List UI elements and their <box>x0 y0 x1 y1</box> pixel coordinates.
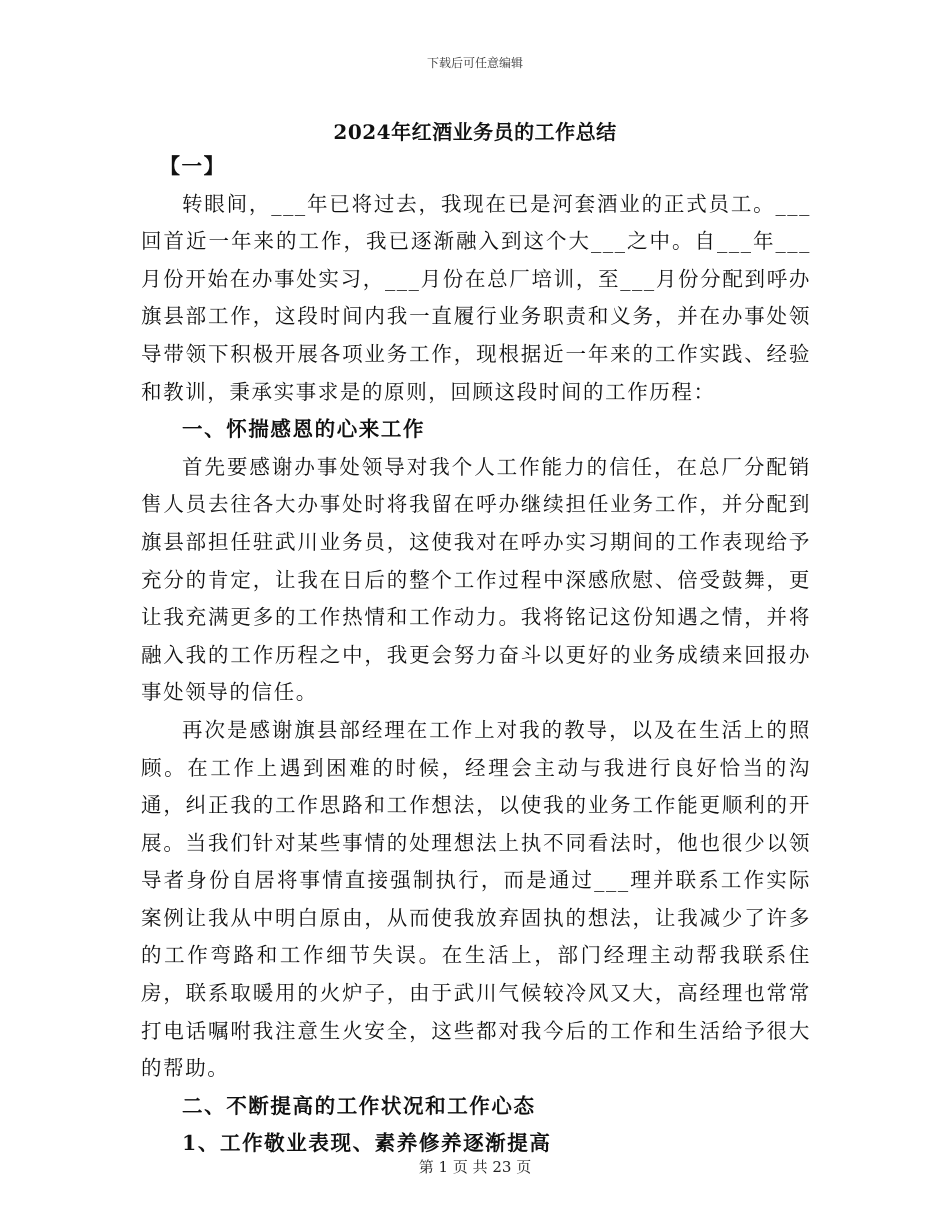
subheading-dedication: 1、工作敬业表现、素养修养逐渐提高 <box>182 1131 552 1156</box>
heading-improvement: 二、不断提高的工作状况和工作心态 <box>182 1093 536 1118</box>
heading-gratitude: 一、怀揣感恩的心来工作 <box>182 417 426 442</box>
section-mark: 【一】 <box>159 154 226 178</box>
page-header-note: 下载后可任意编辑 <box>426 56 523 70</box>
document-title: 2024年红酒业务员的工作总结 <box>333 120 617 144</box>
paragraph-intro: 转眼间，___年已将过去，我现在已是河套酒业的正式员工。___回首近一年来的工作，我已逐渐融入到这个大___之中。自___年___月份开始在办事处实习，___月份在总厂培训，至___月份分配到呼办旗县部工作，这段时间内我一直履行业务职责和义务，并在办事处领导带领下积极开展各项业务工作，现根据近一年来的工作实践、经验和教训，秉承实事求是的原则，回顾这段时间的工作历程： <box>141 191 811 404</box>
paragraph-gratitude-manager: 再次是感谢旗县部经理在工作上对我的教导，以及在生活上的照顾。在工作上遇到困难的时候，经理会主动与我进行良好恰当的沟通，纠正我的工作思路和工作想法，以使我的业务工作能更顺利的开展。当我们针对某些事情的处理想法上执不同看法时，他也很少以领导者身份自居将事情直接强制执行，而是通过___理并联系工作实际案例让我从中明白原由，从而使我放弃固执的想法，让我减少了许多的工作弯路和工作细节失误。在生活上，部门经理主动帮我联系住房，联系取暖用的火炉子，由于武川气候较冷风又大，高经理也常常打电话嘱咐我注意生火安全，这些都对我今后的工作和生活给予很大的帮助。 <box>141 717 811 1081</box>
page-number: 第 1 页 共 23 页 <box>418 1158 532 1176</box>
paragraph-gratitude-office: 首先要感谢办事处领导对我个人工作能力的信任，在总厂分配销售人员去往各大办事处时将我留在呼办继续担任业务工作，并分配到旗县部担任驻武川业务员，这使我对在呼办实习期间的工作表现给予充分的肯定，让我在日后的整个工作过程中深感欣慰、倍受鼓舞，更让我充满更多的工作热情和工作动力。我将铭记这份知遇之情，并将融入我的工作历程之中，我更会努力奋斗以更好的业务成绩来回报办事处领导的信任。 <box>141 454 811 705</box>
document-body <box>141 148 811 1163</box>
